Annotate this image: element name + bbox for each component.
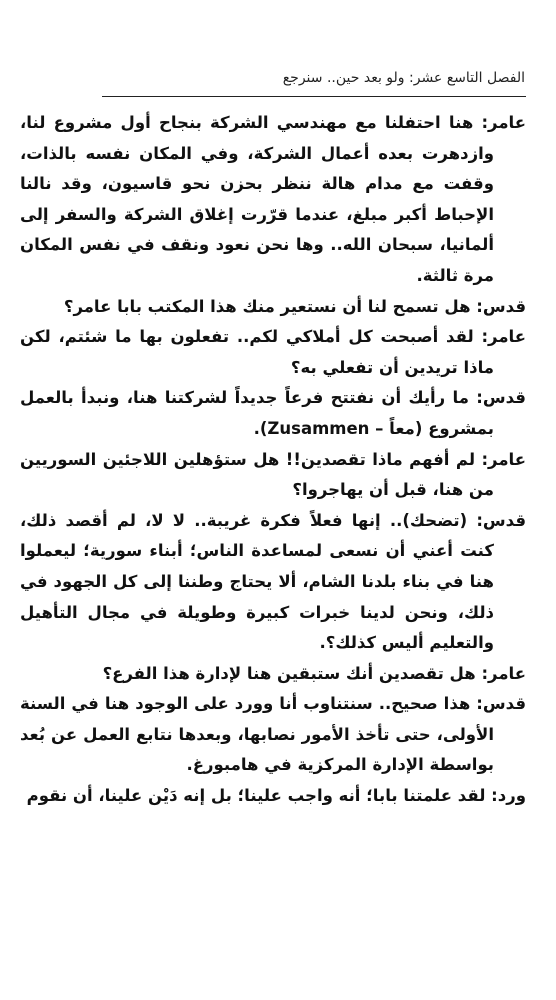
header-rule (102, 96, 526, 97)
speaker-name: قدس: (476, 296, 526, 316)
speaker-name: قدس: (476, 510, 527, 530)
speaker-name: ورد: (491, 786, 526, 806)
speaker-name: عامر: (481, 449, 526, 469)
dialogue-paragraph (20, 445, 526, 506)
dialogue-paragraph (20, 383, 526, 444)
speaker-name: عامر: (481, 113, 526, 132)
dialogue-text: لم أفهم ماذا تقصدين!! هل ستؤهلين اللاجئين السوريين من هنا، قبل أن يهاجروا؟ (20, 449, 494, 500)
dialogue-text: هذا صحيح.. سنتناوب أنا وورد على الوجود هنا في السنة الأولى، حتى تأخذ الأمور نصابها، وبعدها نتابع العمل عن بُعد بواسطة الإدارة المركزية في هامبورغ. (20, 694, 494, 775)
speaker-name: قدس: (476, 694, 526, 714)
dialogue-paragraph (20, 108, 526, 292)
dialogue-paragraph (20, 659, 526, 690)
dialogue-text: هنا احتفلنا مع مهندسي الشركة بنجاح أول مشروع لنا، وازدهرت بعده أعمال الشركة، وفي المكان نفسه بالذات، وقفت مع مدام هالة ننظر بحزن نحو قاسيون، وقد نالنا الإحباط أكبر مبلغ، عندما قرّرت إغلاق الشركة والسفر إلى ألمانيا، سبحان الله.. وها نحن نعود ونقف في نفس المكان مرة ثالثة. (20, 113, 494, 285)
dialogue-text: (تضحك).. إنها فعلاً فكرة غريبة.. لا لا، لم أقصد ذلك، كنت أعني أن نسعى لمساعدة الناس؛ أبناء سورية؛ ليعملوا هنا في بناء بلدنا الشام، ألا يحتاج وطننا إلى كل الجهود في ذلك، ونحن لدينا خبرات كبيرة وطويلة في مجال التأهيل والتعليم أليس كذلك؟. (20, 510, 494, 653)
dialogue-text: هل تقصدين أنك ستبقين هنا لإدارة هذا الفرع؟ (102, 663, 476, 683)
dialogue-text: لقد أصبحت كل أملاكي لكم.. تفعلون بها ما شئتم، لكن ماذا تريدين أن تفعلي به؟ (20, 327, 494, 377)
dialogue-text: لقد علمتنا بابا؛ أنه واجب علينا؛ بل إنه دَيْن علينا، أن نقوم (26, 786, 486, 806)
speaker-name: قدس: (476, 388, 526, 408)
dialogue-text: ما رأيك أن نفتتح فرعاً جديداً لشركتنا هنا، ونبدأ بالعمل بمشروع (معاً – Zusammen). (20, 388, 494, 438)
dialogue-text: هل تسمح لنا أن نستعير منك هذا المكتب بابا عامر؟ (63, 296, 471, 316)
dialogue-paragraph (20, 292, 526, 323)
dialogue-paragraph (20, 322, 526, 383)
dialogue-paragraph (20, 689, 526, 781)
dialogue-body (20, 108, 526, 812)
speaker-name: عامر: (481, 327, 526, 347)
dialogue-paragraph (20, 506, 526, 659)
dialogue-paragraph (20, 781, 526, 812)
running-header: الفصل التاسع عشر: ولو بعد حين.. سنرجع (282, 70, 525, 86)
speaker-name: عامر: (481, 663, 526, 683)
